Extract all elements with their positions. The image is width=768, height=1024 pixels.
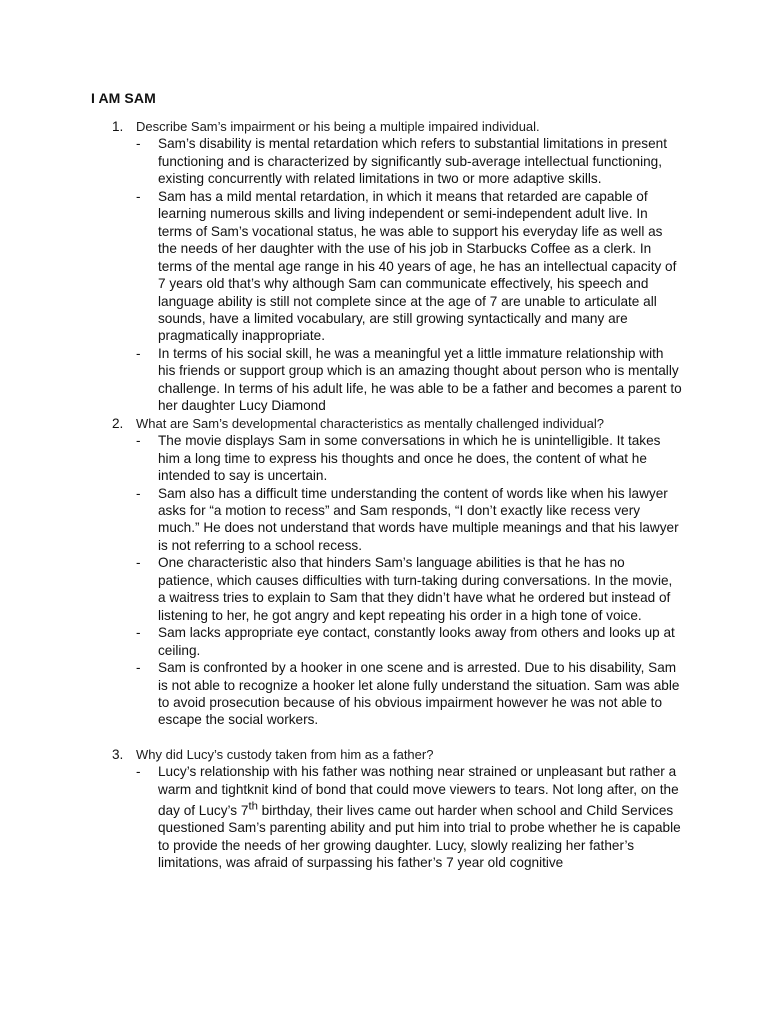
question-2 — [112, 415, 682, 729]
answer-item — [136, 659, 682, 729]
bullet-dash: - — [136, 136, 141, 152]
document-title: I AM SAM — [91, 90, 156, 106]
question-3 — [112, 746, 682, 872]
question-text: What are Sam’s developmental characteristics as mentally challenged individual? — [136, 415, 604, 431]
bullet-dash: - — [136, 345, 141, 361]
answer-list — [136, 135, 682, 414]
answer-item — [136, 135, 682, 187]
answer-item — [136, 485, 682, 555]
bullet-dash: - — [136, 188, 141, 204]
answer-text — [158, 764, 681, 870]
bullet-dash: - — [136, 485, 141, 501]
question-number: 3. — [112, 746, 124, 762]
question-number: 1. — [112, 119, 124, 134]
document-body — [112, 118, 682, 872]
bullet-dash: - — [136, 764, 141, 780]
answer-text: Sam lacks appropriate eye contact, constantly looks away from others and looks up at ceiling. — [158, 625, 675, 658]
answer-item — [136, 554, 682, 624]
answer-item — [136, 188, 682, 345]
question-text: Describe Sam’s impairment or his being a multiple impaired individual. — [136, 119, 540, 134]
answer-list — [136, 763, 682, 871]
answer-text: One characteristic also that hinders Sam’s language abilities is that he has no patience, which causes difficulties with turn-taking during conversations. In the movie, a waitress tries to explain to Sam that they didn’t have what he ordered but instead of listening to her, he got angry and kept repeating his order in a high tone of voice. — [158, 555, 673, 623]
bullet-dash: - — [136, 660, 141, 676]
answer-text-end: birthday, their lives came out harder when school and Child Services questioned Sam’s parenting ability and put him into trial to probe whether he is capable to provide the needs of her growing daughter. Lucy, slowly realizing her father’s limitations, was afraid of surpassing his father’s 7 year old cognitive — [158, 802, 681, 871]
answer-text: Sam has a mild mental retardation, in which it means that retarded are capable of learning numerous skills and living independent or semi-independent adult live. In terms of Sam’s vocational status, he was able to support his everyday life as well as the needs of her daughter with the use of his job in Starbucks Coffee as a clerk. In terms of the mental age range in his 40 years of age, he has an intellectual capacity of 7 years old that’s why although Sam can communicate effectively, his speech and language ability is still not complete since at the age of 7 are unable to articulate all sounds, have a limited vocabulary, are still growing syntactically and many are pragmatically inappropriate. — [158, 188, 677, 344]
answer-text: The movie displays Sam in some conversations in which he is unintelligible. It takes him a long time to express his thoughts and once he does, the content of what he intended to say is uncertain. — [158, 433, 661, 484]
question-text: Why did Lucy’s custody taken from him as a father? — [136, 746, 434, 762]
answer-text: In terms of his social skill, he was a meaningful yet a little immature relationship with his friends or support group which is an amazing thought about person who is mentally challenge. In terms of his adult life, he was able to be a father and becomes a parent to her daughter Lucy Diamond — [158, 345, 682, 414]
ordinal-superscript: th — [248, 800, 258, 813]
answer-text: Sam also has a difficult time understanding the content of words like when his lawyer asks for “a motion to recess” and Sam responds, “I don’t exactly like recess very much.” He does not understand that words have multiple meanings and that his lawyer is not referring to a school recess. — [158, 485, 679, 553]
bullet-dash: - — [136, 433, 141, 449]
question-number: 2. — [112, 415, 124, 431]
answer-text: Sam is confronted by a hooker in one scene and is arrested. Due to his disability, Sam is not able to recognize a hooker let alone fully understand the situation. Sam was able to avoid prosecution because of his obvious impairment however he was not able to escape the social workers. — [158, 660, 680, 728]
question-1 — [112, 118, 682, 415]
answer-item — [136, 763, 682, 871]
answer-item — [136, 432, 682, 484]
answer-text-start: Lucy’s relationship with his father was nothing near strained or unpleasant but rather a warm and tightknit kind of bond that could move viewers to tears. Not long after, on the day of Lucy’s 7 — [158, 764, 679, 818]
answer-list — [136, 432, 682, 729]
answer-item — [136, 345, 682, 415]
answer-text: Sam’s disability is mental retardation which refers to substantial limitations in present functioning and is characterized by significantly sub-average intellectual functioning, existing concurrently with related limitations in two or more adaptive skills. — [158, 136, 667, 187]
bullet-dash: - — [136, 555, 141, 571]
answer-item — [136, 624, 682, 659]
bullet-dash: - — [136, 625, 141, 641]
